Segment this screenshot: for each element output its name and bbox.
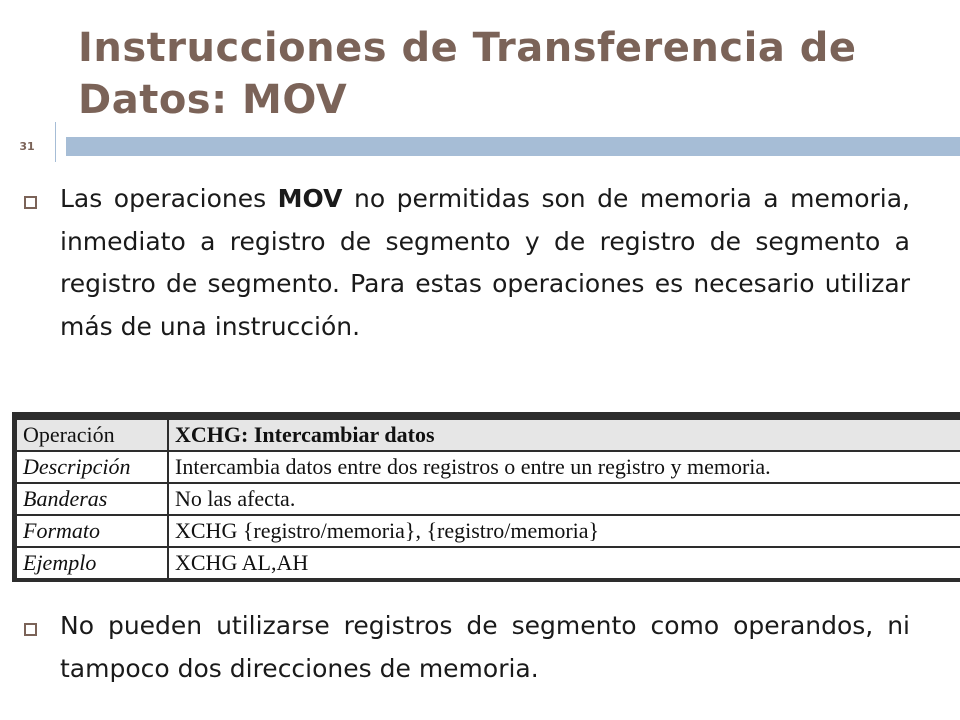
table-row [16,515,960,547]
table-row-label: Ejemplo [16,547,168,579]
table-row-value: XCHG AL,AH [168,547,960,579]
bullet-1-text-start: Las operaciones [60,184,278,213]
slide-number: 31 [0,137,54,156]
table-header-row [16,419,960,451]
slide-title-line-1: Instrucciones de Transferencia de [78,25,857,71]
table-row [16,451,960,483]
slide-title [78,22,938,126]
bullet-paragraph-1 [60,178,910,348]
square-bullet-icon [24,196,37,209]
square-bullet-icon [24,623,37,636]
table-row-value: Intercambia datos entre dos registros o entre un registro y memoria. [168,451,960,483]
table-row-label: Descripción [16,451,168,483]
table-row-value: No las afecta. [168,483,960,515]
table-header-value: XCHG: Intercambiar datos [168,419,960,451]
header-divider [55,122,56,162]
table-row-label: Banderas [16,483,168,515]
table-header-label: Operación [16,419,168,451]
bullet-1-keyword: MOV [277,184,343,213]
instruction-table [12,412,960,582]
table-row [16,547,960,579]
bullet-paragraph-2: No pueden utilizarse registros de segmento como operandos, ni tampoco dos direcciones de memoria. [60,611,910,683]
table-row [16,483,960,515]
header-rule [66,137,960,156]
table-row-label: Formato [16,515,168,547]
table-row-value: XCHG {registro/memoria}, {registro/memoria} [168,515,960,547]
slide-title-line-2: Datos: MOV [78,77,348,123]
bullet-1-text-end: no permitidas son de memoria a memoria, inmediato a registro de segmento y de registro de segmento a registro de segmento. Para estas operaciones es necesario utilizar más de una instrucción. [60,184,910,341]
